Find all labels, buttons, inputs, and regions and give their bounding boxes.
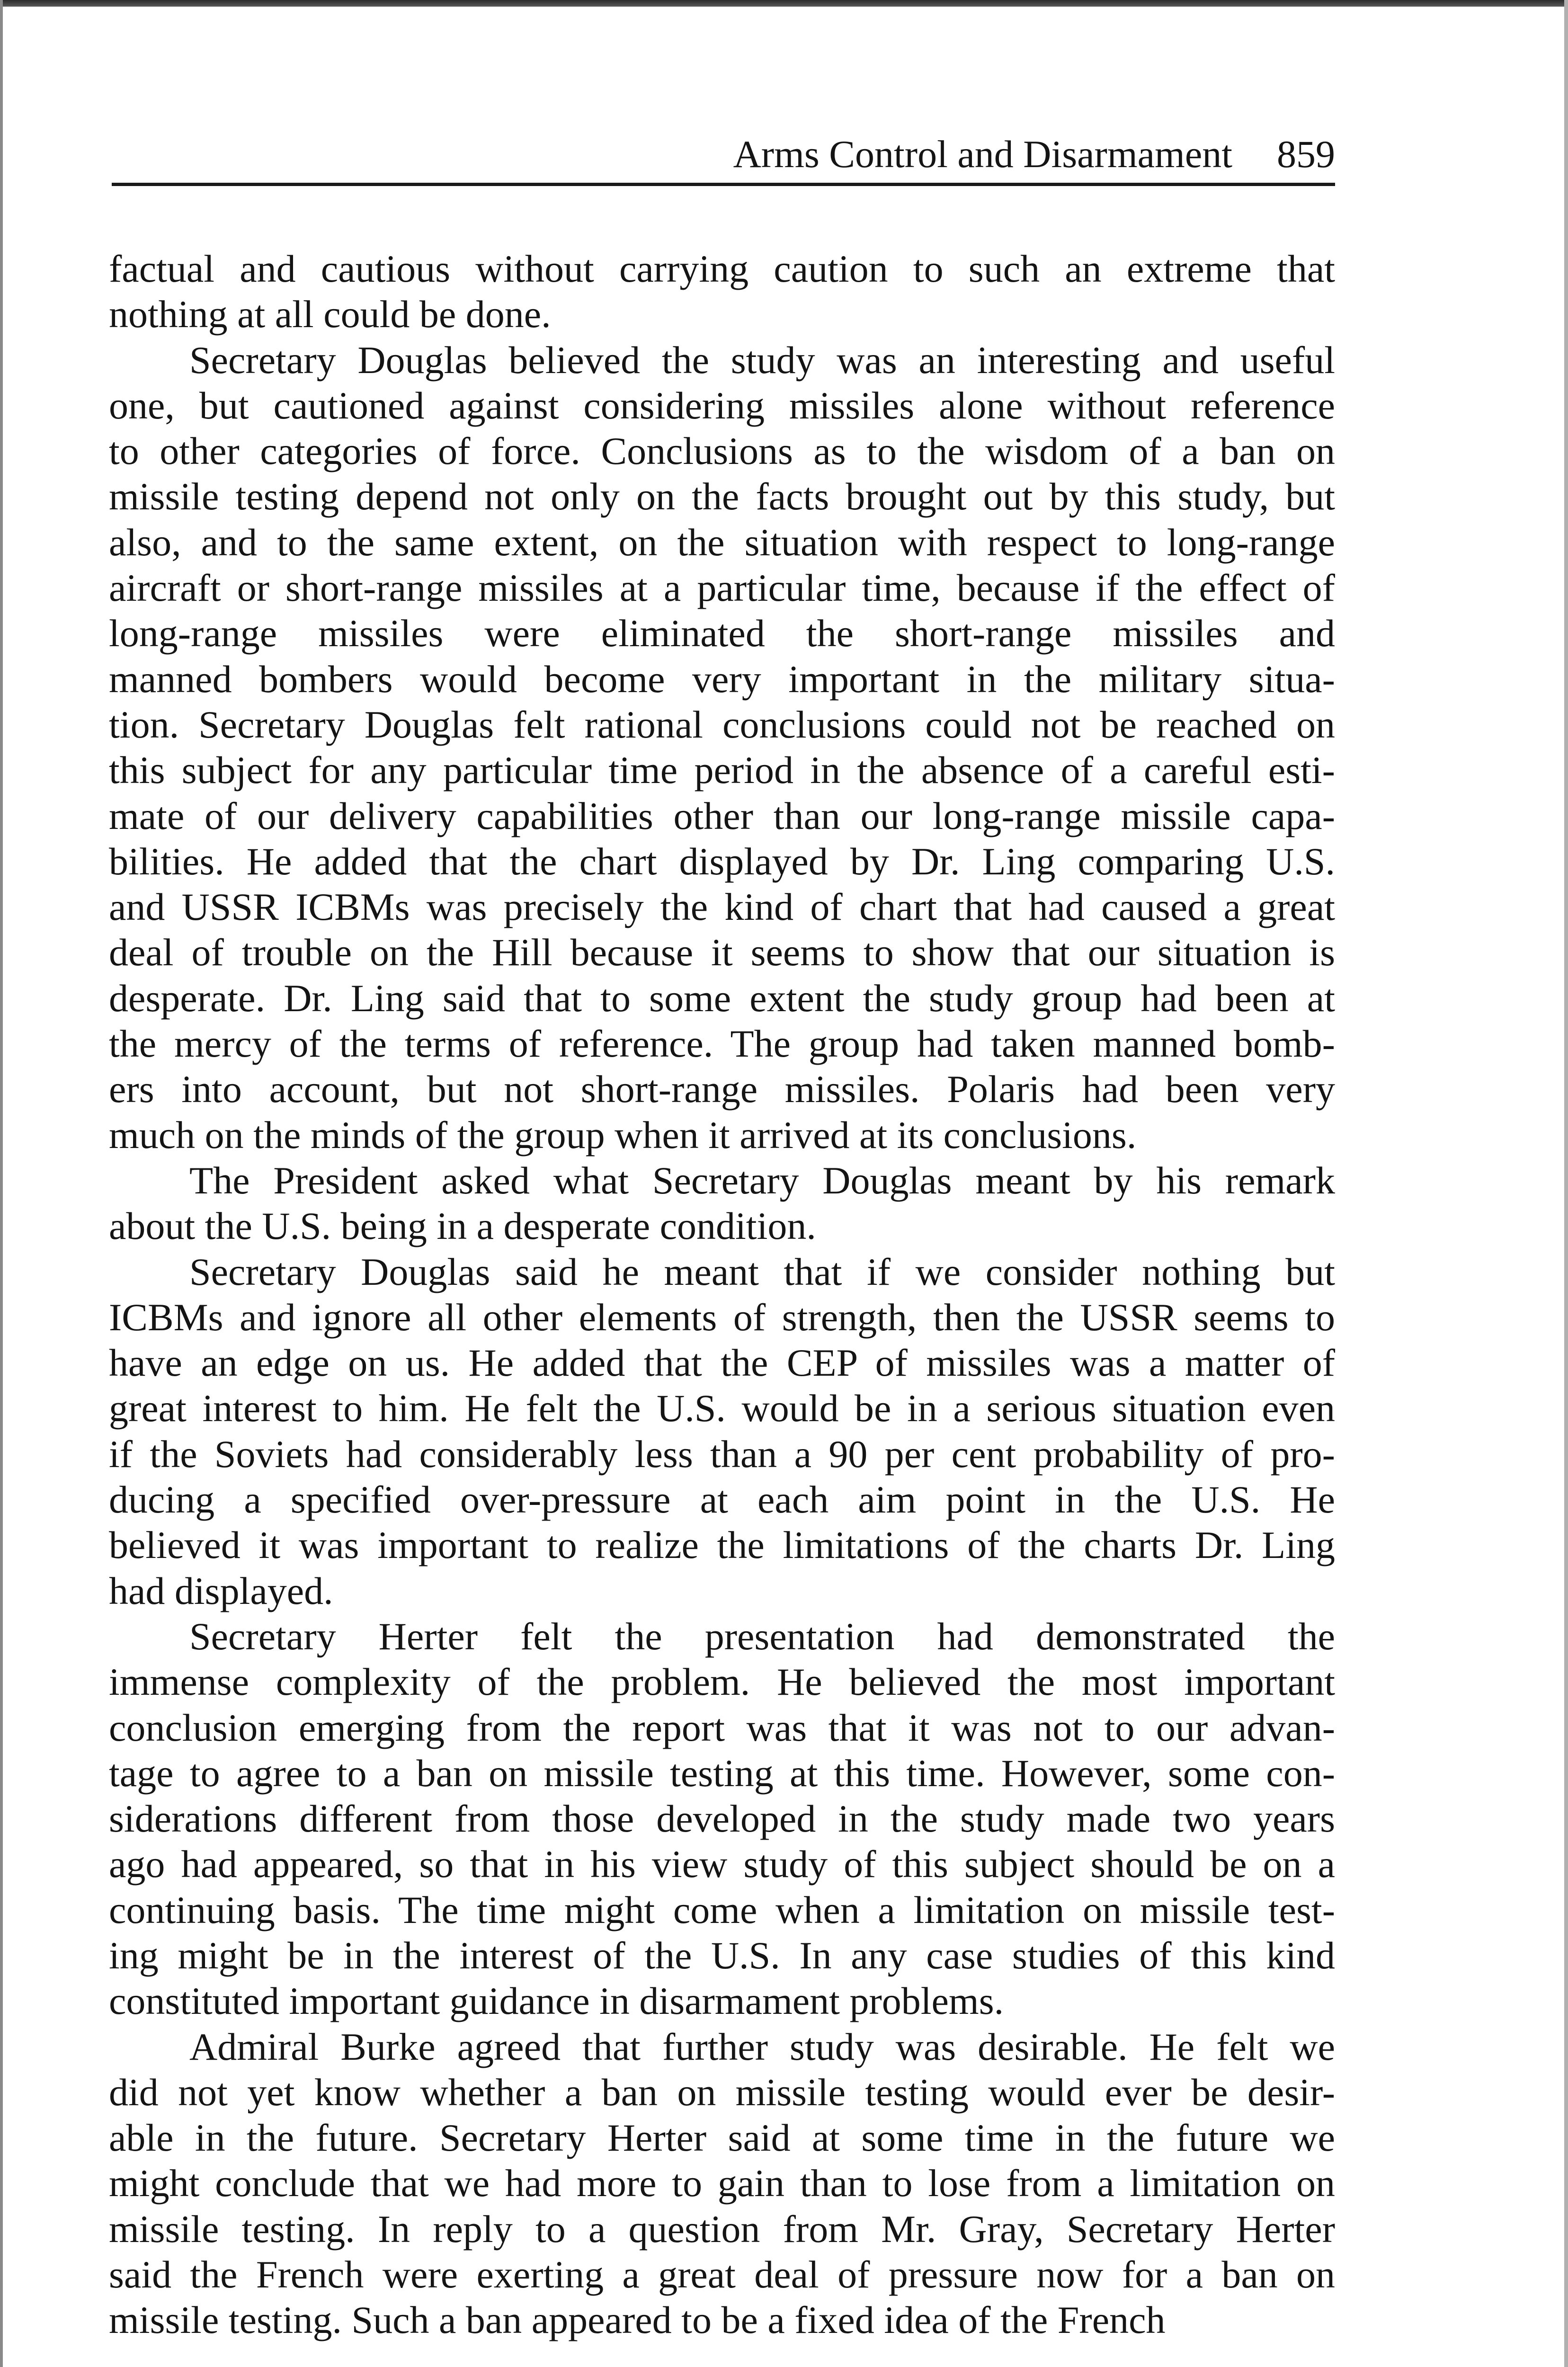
page-right-edge: [1564, 0, 1568, 2367]
text-line: might conclude that we had more to gain than to lose from a limitation on: [109, 2162, 1335, 2205]
text-line: did not yet know whether a ban on missile testing would ever be desir-: [109, 2070, 1335, 2114]
page-number: 859: [1277, 133, 1335, 176]
text-line: said the French were exerting a great deal of pressure now for a ban on: [109, 2253, 1335, 2296]
paragraph: [109, 338, 1335, 1158]
text-line: immense complexity of the problem. He believed the most important: [109, 1660, 1335, 1704]
text-line: deal of trouble on the Hill because it seems to show that our situation is: [109, 931, 1335, 974]
text-line: also, and to the same extent, on the situation with respect to long-range: [109, 520, 1335, 564]
text-line: Secretary Herter felt the presentation had demonstrated the: [189, 1614, 1335, 1658]
text-line: had displayed.: [109, 1569, 333, 1612]
paragraph: [109, 1158, 1335, 1249]
text-line: to other categories of force. Conclusions as to the wisdom of a ban on: [109, 429, 1335, 473]
text-line: The President asked what Secretary Douglas meant by his remark: [189, 1158, 1335, 1202]
text-line: the mercy of the terms of reference. The group had taken manned bomb-: [109, 1022, 1335, 1066]
text-line: factual and cautious without carrying caution to such an extreme that: [109, 247, 1335, 290]
page-top-edge: [0, 0, 1568, 7]
text-line: missile testing. In reply to a question from Mr. Gray, Secretary Herter: [109, 2207, 1335, 2251]
paragraph: [109, 1249, 1335, 1614]
text-line: Secretary Douglas believed the study was an interesting and useful: [189, 338, 1335, 382]
text-line: manned bombers would become very important in the military situa-: [109, 657, 1335, 701]
text-line: great interest to him. He felt the U.S. would be in a serious situation even: [109, 1387, 1335, 1430]
paragraph: [109, 1614, 1335, 2024]
text-line: constituted important guidance in disarmament problems.: [109, 1979, 1004, 2023]
text-line: one, but cautioned against considering missiles alone without reference: [109, 383, 1335, 427]
text-line: able in the future. Secretary Herter said at some time in the future we: [109, 2116, 1335, 2160]
paragraph: [109, 2024, 1335, 2343]
page-left-edge: [0, 0, 3, 2367]
text-line: if the Soviets had considerably less than a 90 per cent probability of pro-: [109, 1432, 1335, 1476]
text-line: missile testing. Such a ban appeared to be a fixed idea of the French: [109, 2298, 1166, 2342]
running-head-title: Arms Control and Disarmament: [733, 133, 1232, 176]
text-line: tage to agree to a ban on missile testing at this time. However, some con-: [109, 1751, 1335, 1795]
text-line: desperate. Dr. Ling said that to some extent the study group had been at: [109, 976, 1335, 1020]
text-line: Admiral Burke agreed that further study was desirable. He felt we: [189, 2025, 1335, 2068]
text-line: much on the minds of the group when it arrived at its conclusions.: [109, 1113, 1137, 1157]
text-line: aircraft or short-range missiles at a particular time, because if the effect of: [109, 566, 1335, 610]
text-line: siderations different from those developed in the study made two years: [109, 1797, 1335, 1841]
text-line: nothing at all could be done.: [109, 293, 551, 336]
text-line: ers into account, but not short-range missiles. Polaris had been very: [109, 1068, 1335, 1111]
text-line: ing might be in the interest of the U.S. In any case studies of this kind: [109, 1933, 1335, 1977]
text-line: have an edge on us. He added that the CEP of missiles was a matter of: [109, 1341, 1335, 1385]
text-line: bilities. He added that the chart displayed by Dr. Ling comparing U.S.: [109, 839, 1335, 883]
text-line: tion. Secretary Douglas felt rational conclusions could not be reached on: [109, 703, 1335, 746]
text-line: long-range missiles were eliminated the short-range missiles and: [109, 612, 1335, 655]
text-line: this subject for any particular time period in the absence of a careful esti-: [109, 748, 1335, 792]
text-line: about the U.S. being in a desperate condition.: [109, 1204, 816, 1248]
text-line: Secretary Douglas said he meant that if we consider nothing but: [189, 1250, 1335, 1293]
running-head: [112, 127, 1335, 182]
text-line: conclusion emerging from the report was that it was not to our advan-: [109, 1706, 1335, 1749]
text-line: ducing a specified over-pressure at each aim point in the U.S. He: [109, 1478, 1335, 1522]
text-line: missile testing depend not only on the facts brought out by this study, but: [109, 475, 1335, 518]
paragraph: [109, 246, 1335, 338]
text-line: believed it was important to realize the limitations of the charts Dr. Ling: [109, 1523, 1335, 1567]
text-line: continuing basis. The time might come when a limitation on missile test-: [109, 1888, 1335, 1931]
body-text: [109, 246, 1335, 2343]
text-line: ICBMs and ignore all other elements of strength, then the USSR seems to: [109, 1295, 1335, 1339]
text-line: mate of our delivery capabilities other than our long-range missile capa-: [109, 794, 1335, 837]
header-rule: [112, 183, 1335, 186]
text-line: and USSR ICBMs was precisely the kind of chart that had caused a great: [109, 885, 1335, 929]
text-line: ago had appeared, so that in his view study of this subject should be on a: [109, 1842, 1335, 1886]
